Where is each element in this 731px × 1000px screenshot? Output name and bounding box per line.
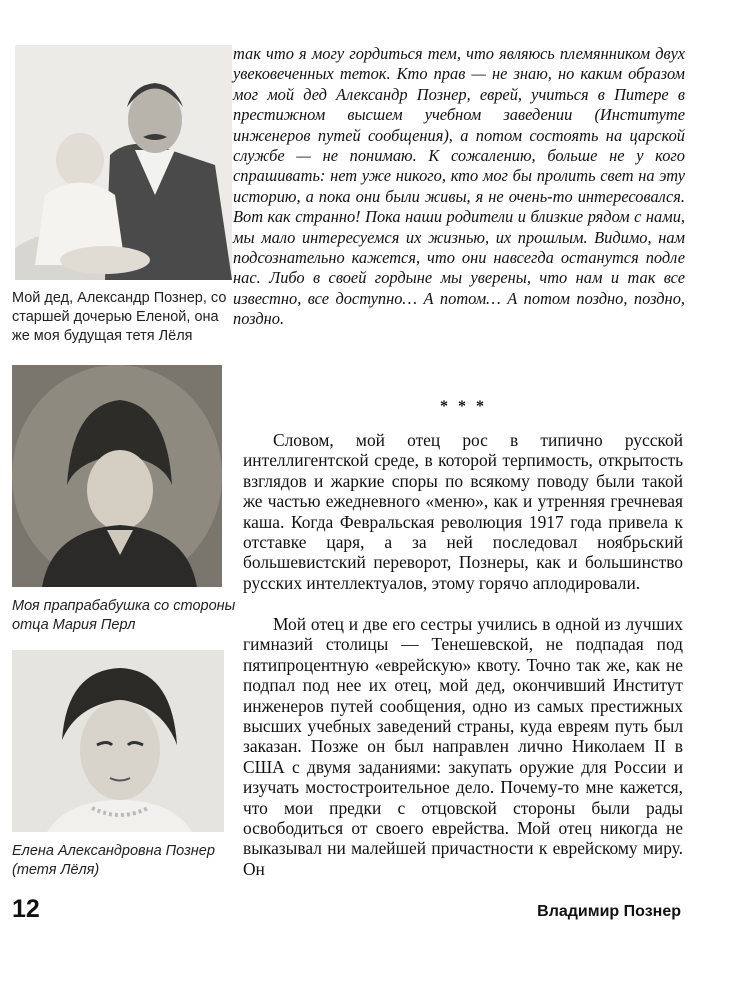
caption-great-great-grandmother: Моя прапрабабушка со стороны отца Мария Перл: [12, 598, 236, 633]
caption-grandfather: Мой дед, Александр Познер, со старшей дочерью Еленой, она же моя будущая тетя Лёля: [12, 290, 227, 344]
paragraph-2: Мой отец и две его сестры учились в одной из лучших гимназий столицы — Тенешевской, не подпадая под пятипроцентную «еврейскую» квоту. Точно так же, как не подпал под нее их отец, мой дед, окончивший Институт инженеров путей сообщения, одно из самых престижных высших учебных заведений страны, куда евреям путь был заказан. Позже он был направлен лично Николаем II в США с двумя заданиями: закупать оружие для России и изучать мостостроительное дело. Почему-то мне кажется, что мои предки с отцовской стороны были рады освободиться от своего еврейства. Мой отец никогда не выказывал ни малейшей причастности к еврейскому миру. Он: [243, 614, 683, 879]
paragraph-1: Словом, мой отец рос в типично русской интеллигентской среде, в которой терпимость, открытость взглядов и жаркие споры по всякому поводу были такой же частью ежедневного «меню», как и утренняя гречневая каша. Когда Февральская революция 1917 года привела к отставке царя, а за ней последовал ноябрьский большевистский переворот, Познеры, как и большинство русских интеллектуалов, этому горячо аплодировали.: [243, 430, 683, 593]
caption-aunt-lelya: Елена Александровна Познер (тетя Лёля): [12, 843, 215, 878]
photo-aunt-lelya: [12, 650, 224, 832]
page-number: 12: [12, 895, 40, 923]
photo-aunt-image: [12, 650, 224, 832]
author-name: Владимир Познер: [537, 903, 681, 920]
photo-grandfather-image: [15, 45, 232, 280]
intro-paragraph: так что я могу гордиться тем, что являюсь племянником двух увековеченных теток. Кто прав — не знаю, но каким образом мог мой дед Александр Познер, еврей, учиться в Питере в престижном высшем учебном заведении (Институте инженеров путей сообщения), а потом состоять на царской службе — не понимаю. К сожалению, больше не у кого спрашивать: нет уже никого, кто мог бы пролить свет на эту историю, а пока они были живы, я не очень-то интересовался. Вот как странно! Пока наши родители и близкие рядом с нами, мы мало интересуемся их жизнью, их прошлым. Видимо, нам подсознательно кажется, что они навсегда останутся подле нас. Либо в своей гордыне мы уверены, что нам и так все известно, все доступно… А потом… А потом поздно, поздно, поздно.: [233, 44, 685, 329]
section-separator: * * *: [440, 398, 487, 415]
photo-great-great-grandmother: [12, 365, 222, 587]
photo-grandmother-image: [12, 365, 222, 587]
photo-grandfather-with-daughter: [15, 45, 232, 280]
